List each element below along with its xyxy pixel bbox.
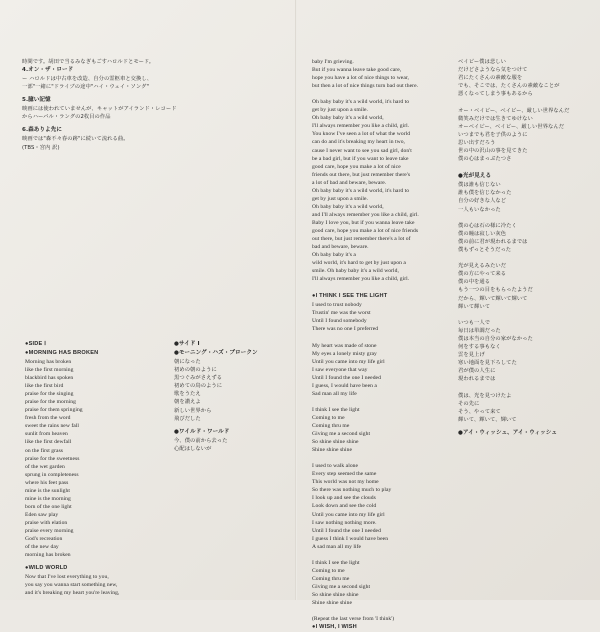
lyric-line: Giving me a second sight [312, 583, 371, 590]
lyric-line: Baby I love you, but if you wanna leave take [312, 219, 415, 226]
lyric-line-jp [458, 311, 588, 319]
lyric-line: mine is the morning [25, 495, 71, 502]
lyric-line: I saw everyone that way [312, 366, 368, 373]
lyric-line-jp: 僕は誰も信じない [458, 182, 501, 189]
lyric-line: blackbird has spoken [25, 375, 74, 382]
lyric-line: But if you wanna leave take good care, [312, 67, 402, 74]
lyric-line: I guess I think I would have been [312, 535, 389, 542]
lyric-line: good care, hope you make a lot of nice friends [312, 227, 419, 234]
lyric-line-jp: 悪くなってしまう事もあるから [458, 91, 533, 98]
lyric-line: I look up and see the clouds [312, 495, 376, 502]
lyric-line: on the first grass [25, 447, 64, 454]
lyric-line [312, 454, 447, 462]
lyric-line-jp: 黒つぐみがさえずる [174, 375, 223, 382]
lyric-line: So shine shine shine [312, 439, 359, 446]
lyric-line: wild world, it's hard to get by just upon a [312, 260, 406, 267]
lyric-line-jp: 僕は本当の自分の家がなかった [458, 336, 533, 342]
lyric-line: born of the one light [25, 503, 72, 510]
lyric-line: sunlit from heaven [25, 431, 68, 438]
lyric-line: get by just upon a smile. [312, 195, 368, 202]
lyric-line-jp: 初めての鳥のように [174, 383, 223, 390]
lyric-line: I think I see the light [312, 406, 360, 413]
lyric-line: like the first bird [25, 383, 64, 390]
morning-has-broken-title: ●MORNING HAS BROKEN [25, 350, 99, 356]
lyric-line: Coming thru me [312, 423, 350, 430]
lyric-line-jp [458, 254, 588, 262]
section-6-heading: 6.森ありよ先に [22, 127, 62, 134]
lyric-line: like the first dewfall [25, 439, 72, 446]
lyric-line-jp: 輝いて輝いて [458, 303, 491, 310]
lyric-line-jp: 僕の瞳は寂しい灰色 [458, 230, 507, 237]
lyric-line: Until I found somebody [312, 318, 367, 325]
lyric-line-jp: 僕もずっとそうだった [458, 246, 512, 253]
lyric-line: Shine shine shine [312, 600, 353, 607]
lyric-line: baby I'm grieving. [312, 59, 354, 65]
lyric-line: (Repeat the last verse from 'I think') [312, 616, 395, 623]
lyric-line-jp [458, 214, 588, 222]
lyric-line: Until I found the one I needed [312, 374, 381, 381]
lyric-line: God's recreation [25, 536, 63, 543]
lyric-line-jp: 光が見えるみたいだ [458, 263, 507, 270]
lyric-line-jp: 君が僕の人生に [458, 368, 496, 375]
lyric-line: Coming to me [312, 414, 345, 421]
side-1-heading: ●SIDE Ⅰ [25, 341, 47, 347]
lyric-line-jp: いつまでも君を子供のように [458, 131, 528, 138]
lyric-line: praise for the morning [25, 399, 76, 406]
lyric-line: smile. Oh baby baby it's a wild world, [312, 268, 399, 275]
right-japanese-lyrics [458, 58, 588, 600]
lyric-line-jp: 雲を見上げ [458, 352, 485, 359]
lyric-line: You know I've seen a lot of what the world [312, 131, 411, 138]
lyric-line-jp: 朝を讃えよ [174, 399, 201, 406]
lyric-line: There was no one I preferred [312, 326, 379, 333]
lyric-line-jp: 心配はしないが [174, 445, 212, 452]
lyric-line: where his feet pass [25, 479, 69, 486]
lyric-line: Oh baby baby it's a [312, 252, 356, 259]
i-wish-i-wish-title: ●I WISH, I WISH [312, 624, 357, 631]
lyric-line: like the first morning [25, 367, 74, 374]
lyric-line-jp: 歌をうたえ [174, 391, 201, 398]
lyric-line: I think I see the light [312, 559, 360, 566]
lyric-line: I'll always remember you like a child, girl. [312, 276, 410, 283]
lyric-line: good care, hope you make a lot of nice [312, 163, 401, 170]
i-think-i-see-the-light-title: ●I THINK I SEE THE LIGHT [312, 293, 388, 300]
lyric-line-jp: オーベイビー、ベイビー、厳しい世界なんだ [458, 123, 565, 130]
lyric-line: Oh baby baby it's a wild world, it's hard to [312, 99, 410, 106]
lyric-line: mine is the sunlight [25, 487, 70, 494]
lyric-line-jp: でも、そこでは、たくさんの素敵なことが [458, 83, 560, 90]
lyric-line-jp: 僕の前に君が現われるまでは [458, 238, 528, 245]
left-english-lyrics [25, 340, 160, 600]
lyric-line: praise for them springing [25, 407, 83, 414]
lyric-line: get by just upon a smile. [312, 107, 368, 114]
lyric-line: Trustin' me was the worst [312, 310, 371, 317]
lyric-line-jp: 僕の方にやって来る [458, 271, 507, 278]
lyric-line: Oh baby baby it's a wild world, [312, 115, 384, 122]
lyric-line-jp: 僕は、光を見つけたよ [458, 392, 512, 399]
lyric-line-jp: 誰も僕を信じなかった [458, 190, 512, 197]
wild-world-title: ●WILD WORLD [25, 565, 68, 572]
lyric-line-jp [458, 98, 588, 106]
lyric-line [312, 334, 447, 342]
lyric-line-jp: 一人もいなかった [458, 206, 501, 213]
lyric-line: I used to walk alone [312, 463, 359, 470]
lyric-line: Oh baby baby it's a wild world, it's hard to [312, 187, 410, 194]
section-5-body: 映画には使われていませんが、キャットがアイランド・レコード からハーバル・ラングの2枚目の作品 [22, 106, 177, 121]
side-1-jp-heading: ●サイド Ⅰ [174, 341, 200, 347]
lyric-line: I saw nothing nothing more. [312, 519, 377, 526]
lyric-line: a lot of bad and beware, beware. [312, 179, 387, 186]
lyric-line-jp: 現われるまでは [458, 376, 496, 383]
section-4-body: ー ハロルドは中古車を改造、自分の霊柩車と交換し、 一部"一緒に"ドライブの途中"ハイ・ウェイ・ソング" [22, 76, 153, 91]
morning-has-broken-jp-title: ●モーニング・ハズ・ブロークン [174, 350, 258, 356]
lyric-line: Until I found the one I needed [312, 527, 381, 534]
lyric-line: Every step seemed the same [312, 471, 377, 478]
lyric-line: My eyes a lonely misty gray [312, 350, 377, 357]
lyric-line-jp: ベイビー僕は悲しい [458, 59, 506, 65]
lyric-line-jp: 世の中の沢山の事を見てきた [458, 148, 528, 155]
lyric-line: praise with elation [25, 519, 68, 526]
lyric-line: My heart was made of stone [312, 342, 377, 349]
lyric-line [312, 398, 447, 406]
i-wish-jp-title: ●アイ・ウィッシュ、アイ・ウィッシュ [458, 430, 557, 437]
lyric-line: out there, but just remember there's a lot of [312, 236, 411, 243]
lyric-line-jp: もう一つの目をもらったようだ [458, 287, 533, 294]
lyric-line-jp: 僕の中を通る [458, 279, 491, 286]
lyric-line: Eden saw play [25, 511, 59, 518]
lyric-line: sweet the rains new fall [25, 423, 80, 430]
lyric-line-jp: いつも一人で [458, 319, 491, 326]
lyric-line: I used to trust nobody [312, 302, 362, 309]
section-6-body: 映画では"森不々春の跡"に続いて流れる曲。 (TBS・宮内 訳) [22, 136, 129, 151]
section-5-heading: 5.臆い記憶 [22, 97, 51, 104]
lyric-line: praise for the singing [25, 391, 74, 398]
lyric-line: of the wet garden [25, 463, 65, 470]
lyric-line: morning has broken [25, 552, 71, 559]
lyric-line: you say you wanna start something new, [25, 582, 118, 589]
lyric-line: I guess, I would have been a [312, 382, 377, 389]
lyric-line: and I'll always remember you like a child, girl. [312, 211, 419, 218]
lyric-line: Giving me a second sight [312, 431, 371, 438]
lyric-line-jp: オー・ベイビー、ベイビー、厳しい世界なんだ [458, 107, 570, 114]
lyric-line: I'll always remember you like a child, girl. [312, 123, 410, 130]
lyric-line-jp: 今、僕の前から去った [174, 437, 228, 444]
lyric-line-jp: その先に [458, 400, 480, 407]
lyric-line: fresh from the word [25, 415, 71, 422]
lyric-line: bad and beware, beware. [312, 244, 369, 251]
lyric-line: So shine shine shine [312, 592, 359, 598]
wild-world-jp-title: ●ワイルド・ワールド [174, 428, 230, 435]
lyric-line: Look down and see the cold [312, 503, 377, 510]
lyric-line: but then a lot of nice things turn bad out there. [312, 83, 419, 90]
lyric-line-jp: 微笑みだけでは生きてゆけない [458, 115, 533, 122]
lyric-line-jp [458, 384, 588, 392]
lyric-line-jp: 君にたくさんの素敵な服を [458, 75, 523, 82]
lyric-line: be a bad girl, but if you want to leave take [312, 155, 409, 162]
lyric-line-jp: 何をする事もなく [458, 344, 501, 351]
lyric-line: This world was not my home [312, 479, 379, 486]
lyric-line-jp: 輝いて、輝いて、輝いて [458, 416, 517, 423]
lyric-line: So there was nothing much to play [312, 487, 392, 494]
left-japanese-lyrics [174, 340, 289, 600]
lyric-line: Sad man all my life [312, 390, 357, 397]
lyric-line-jp: 思い出すだろう [458, 139, 496, 146]
lyric-line-jp: 僕の心はまっぷたつさ [458, 156, 512, 163]
lyric-line: Coming thru me [312, 575, 350, 582]
lyric-line: and it's breaking my heart you're leaving, [25, 590, 120, 597]
lyric-line-jp: 朝になった [174, 359, 201, 365]
lyric-line: cause I never want to see you sad girl, don't [312, 147, 412, 154]
lyric-line: Oh baby baby it's a wild world, [312, 203, 384, 210]
lyric-line-jp: 新しい世界から [174, 407, 212, 414]
center-fold [295, 0, 297, 600]
lyric-line-jp: だけどさようなら気をつけて [458, 67, 528, 74]
lyric-line: Shine shine shine [312, 447, 353, 454]
lyric-line: A sad man all my life [312, 543, 362, 550]
lyric-line-jp: 飛びだした [174, 415, 201, 422]
lyric-line: praise every morning [25, 527, 74, 534]
lyric-line: Now that I've lost everything to you, [25, 574, 109, 581]
lyric-line-jp: 僕の心は石の様に冷たく [458, 222, 517, 229]
lyric-line [312, 551, 447, 559]
lyric-line [312, 90, 447, 98]
lyric-line: Until you came into my life girl [312, 358, 385, 365]
lyric-line-jp: 寒い地面を見下ろしてた [458, 360, 517, 367]
lyric-line: Morning has broken [25, 359, 72, 365]
intro-text: 時間です。胡田で当るみなぎもごすハロルドとモード。 [22, 59, 155, 65]
lyric-line-jp: 自分の好きな人など [458, 198, 507, 205]
section-4-heading: 4.オン・ザ・ロード [22, 67, 74, 74]
lyric-line: friends out there, but just remember there's [312, 171, 411, 178]
lyric-line: praise for the sweetness [25, 455, 80, 462]
lyric-line: Coming to me [312, 567, 345, 574]
right-english-lyrics [312, 58, 447, 631]
lyric-line: of the new day [25, 544, 59, 551]
lyric-line: sprung in completeness [25, 471, 79, 478]
lyric-line [312, 607, 447, 615]
lyric-line-jp: そう、やって来て [458, 408, 501, 415]
lyric-line: can do and it's breaking my heart in two, [312, 139, 405, 146]
light-jp-title: ●光が見える [458, 173, 492, 180]
lyric-line-jp: 初めの朝のように [174, 367, 217, 374]
lyric-line: Until you came into my life girl [312, 511, 385, 518]
lyric-line-jp: 毎日は単調だった [458, 327, 501, 334]
lyric-line-jp: だから、輝いて輝いて輝いて [458, 295, 528, 302]
lyric-line: hope you have a lot of nice things to wear, [312, 75, 409, 82]
